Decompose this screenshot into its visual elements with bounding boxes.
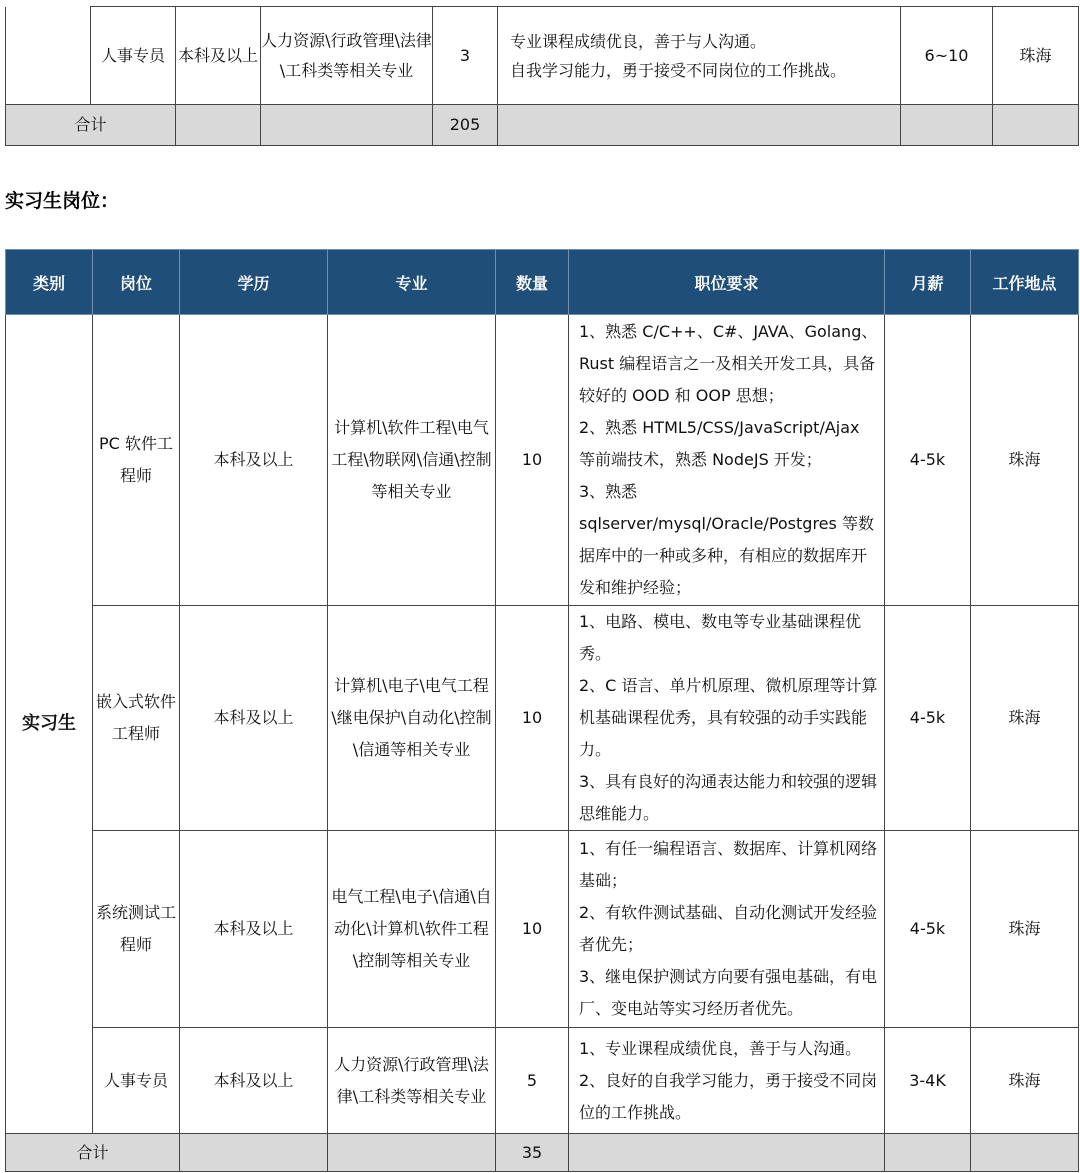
education-cell: 本科及以上 — [180, 606, 328, 831]
category-cell: 实习生 — [6, 315, 93, 1134]
header-row — [6, 250, 1079, 315]
location-cell: 珠海 — [971, 831, 1079, 1028]
empty-cell — [176, 105, 261, 146]
major-cell: 人力资源\行政管理\法律\工科类等相关专业 — [261, 7, 433, 105]
table-row — [6, 831, 1079, 1028]
header-salary: 月薪 — [885, 250, 971, 315]
empty-cell — [498, 105, 901, 146]
total-label: 合计 — [6, 105, 176, 146]
empty-cell — [971, 1134, 1079, 1172]
header-category: 类别 — [6, 250, 93, 315]
education-cell: 本科及以上 — [180, 1028, 328, 1134]
location-cell: 珠海 — [971, 1028, 1079, 1134]
empty-cell — [261, 105, 433, 146]
major-cell: 计算机\电子\电气工程\继电保护\自动化\控制\信通等相关专业 — [328, 606, 496, 831]
requirements-cell — [569, 315, 885, 606]
empty-cell — [328, 1134, 496, 1172]
section-title: 实习生岗位： — [5, 190, 120, 212]
requirement-line: 3、熟悉 sqlserver/mysql/Oracle/Postgres 等数据库中的一种或多种，有相应的数据库开发和维护经验； — [579, 482, 874, 597]
education-cell: 本科及以上 — [180, 831, 328, 1028]
requirement-line: 1、电路、模电、数电等专业基础课程优秀。 — [579, 612, 862, 663]
salary-cell: 6~10 — [901, 7, 993, 105]
major-cell: 计算机\软件工程\电气工程\物联网\信通\控制等相关专业 — [328, 315, 496, 606]
empty-cell — [993, 105, 1079, 146]
header-major: 专业 — [328, 250, 496, 315]
major-cell: 人力资源\行政管理\法律\工科类等相关专业 — [328, 1028, 496, 1134]
requirement-line: 2、C 语言、单片机原理、微机原理等计算机基础课程优秀，具有较强的动手实践能力。 — [579, 676, 878, 759]
empty-cell — [180, 1134, 328, 1172]
education-cell: 本科及以上 — [180, 315, 328, 606]
header-education: 学历 — [180, 250, 328, 315]
position-cell: 嵌入式软件工程师 — [93, 606, 180, 831]
total-row — [6, 1134, 1079, 1172]
requirement-line: 3、继电保护测试方向要有强电基础，有电厂、变电站等实习经历者优先。 — [579, 967, 878, 1018]
salary-cell: 3-4K — [885, 1028, 971, 1134]
table-row — [6, 606, 1079, 831]
empty-cell — [569, 1134, 885, 1172]
count-cell: 10 — [496, 315, 569, 606]
location-cell: 珠海 — [971, 606, 1079, 831]
intern-table — [5, 249, 1079, 1172]
requirement-line: 1、专业课程成绩优良，善于与人沟通。 — [579, 1038, 862, 1058]
count-cell: 3 — [433, 7, 498, 105]
table-row — [6, 1028, 1079, 1134]
position-cell: PC 软件工程师 — [93, 315, 180, 606]
salary-cell: 4-5k — [885, 315, 971, 606]
requirements-cell — [498, 7, 901, 105]
category-cell — [6, 7, 91, 105]
count-cell: 10 — [496, 606, 569, 831]
requirement-line: 1、熟悉 C/C++、C#、JAVA、Golang、Rust 编程语言之一及相关开发工具，具备较好的 OOD 和 OOP 思想； — [579, 322, 878, 405]
requirement-line: 自我学习能力，勇于接受不同岗位的工作挑战。 — [510, 60, 847, 80]
header-requirements: 职位要求 — [569, 250, 885, 315]
table-row — [6, 315, 1079, 606]
total-label: 合计 — [6, 1134, 180, 1172]
salary-cell: 4-5k — [885, 831, 971, 1028]
total-count: 205 — [433, 105, 498, 146]
position-cell: 人事专员 — [91, 7, 176, 105]
total-row — [6, 105, 1079, 146]
empty-cell — [901, 105, 993, 146]
empty-cell — [885, 1134, 971, 1172]
position-cell: 系统测试工程师 — [93, 831, 180, 1028]
major-cell: 电气工程\电子\信通\自动化\计算机\软件工程\控制等相关专业 — [328, 831, 496, 1028]
count-cell: 5 — [496, 1028, 569, 1134]
position-cell: 人事专员 — [93, 1028, 180, 1134]
requirements-cell — [569, 1028, 885, 1134]
total-count: 35 — [496, 1134, 569, 1172]
requirement-line: 2、有软件测试基础、自动化测试开发经验者优先； — [579, 903, 878, 954]
requirements-cell — [569, 831, 885, 1028]
location-cell: 珠海 — [971, 315, 1079, 606]
header-location: 工作地点 — [971, 250, 1079, 315]
requirement-line: 专业课程成绩优良，善于与人沟通。 — [510, 31, 767, 51]
requirement-line: 2、良好的自我学习能力，勇于接受不同岗位的工作挑战。 — [579, 1070, 878, 1122]
count-cell: 10 — [496, 831, 569, 1028]
requirement-line: 1、有任一编程语言、数据库、计算机网络基础； — [579, 839, 878, 890]
requirement-line: 2、熟悉 HTML5/CSS/JavaScript/Ajax 等前端技术，熟悉 NodeJS 开发； — [579, 418, 860, 469]
requirements-cell — [569, 606, 885, 831]
staff-table-continuation — [5, 6, 1079, 146]
table-row — [6, 7, 1079, 105]
header-position: 岗位 — [93, 250, 180, 315]
education-cell: 本科及以上 — [176, 7, 261, 105]
location-cell: 珠海 — [993, 7, 1079, 105]
requirement-line: 3、具有良好的沟通表达能力和较强的逻辑思维能力。 — [579, 772, 878, 823]
header-count: 数量 — [496, 250, 569, 315]
salary-cell: 4-5k — [885, 606, 971, 831]
